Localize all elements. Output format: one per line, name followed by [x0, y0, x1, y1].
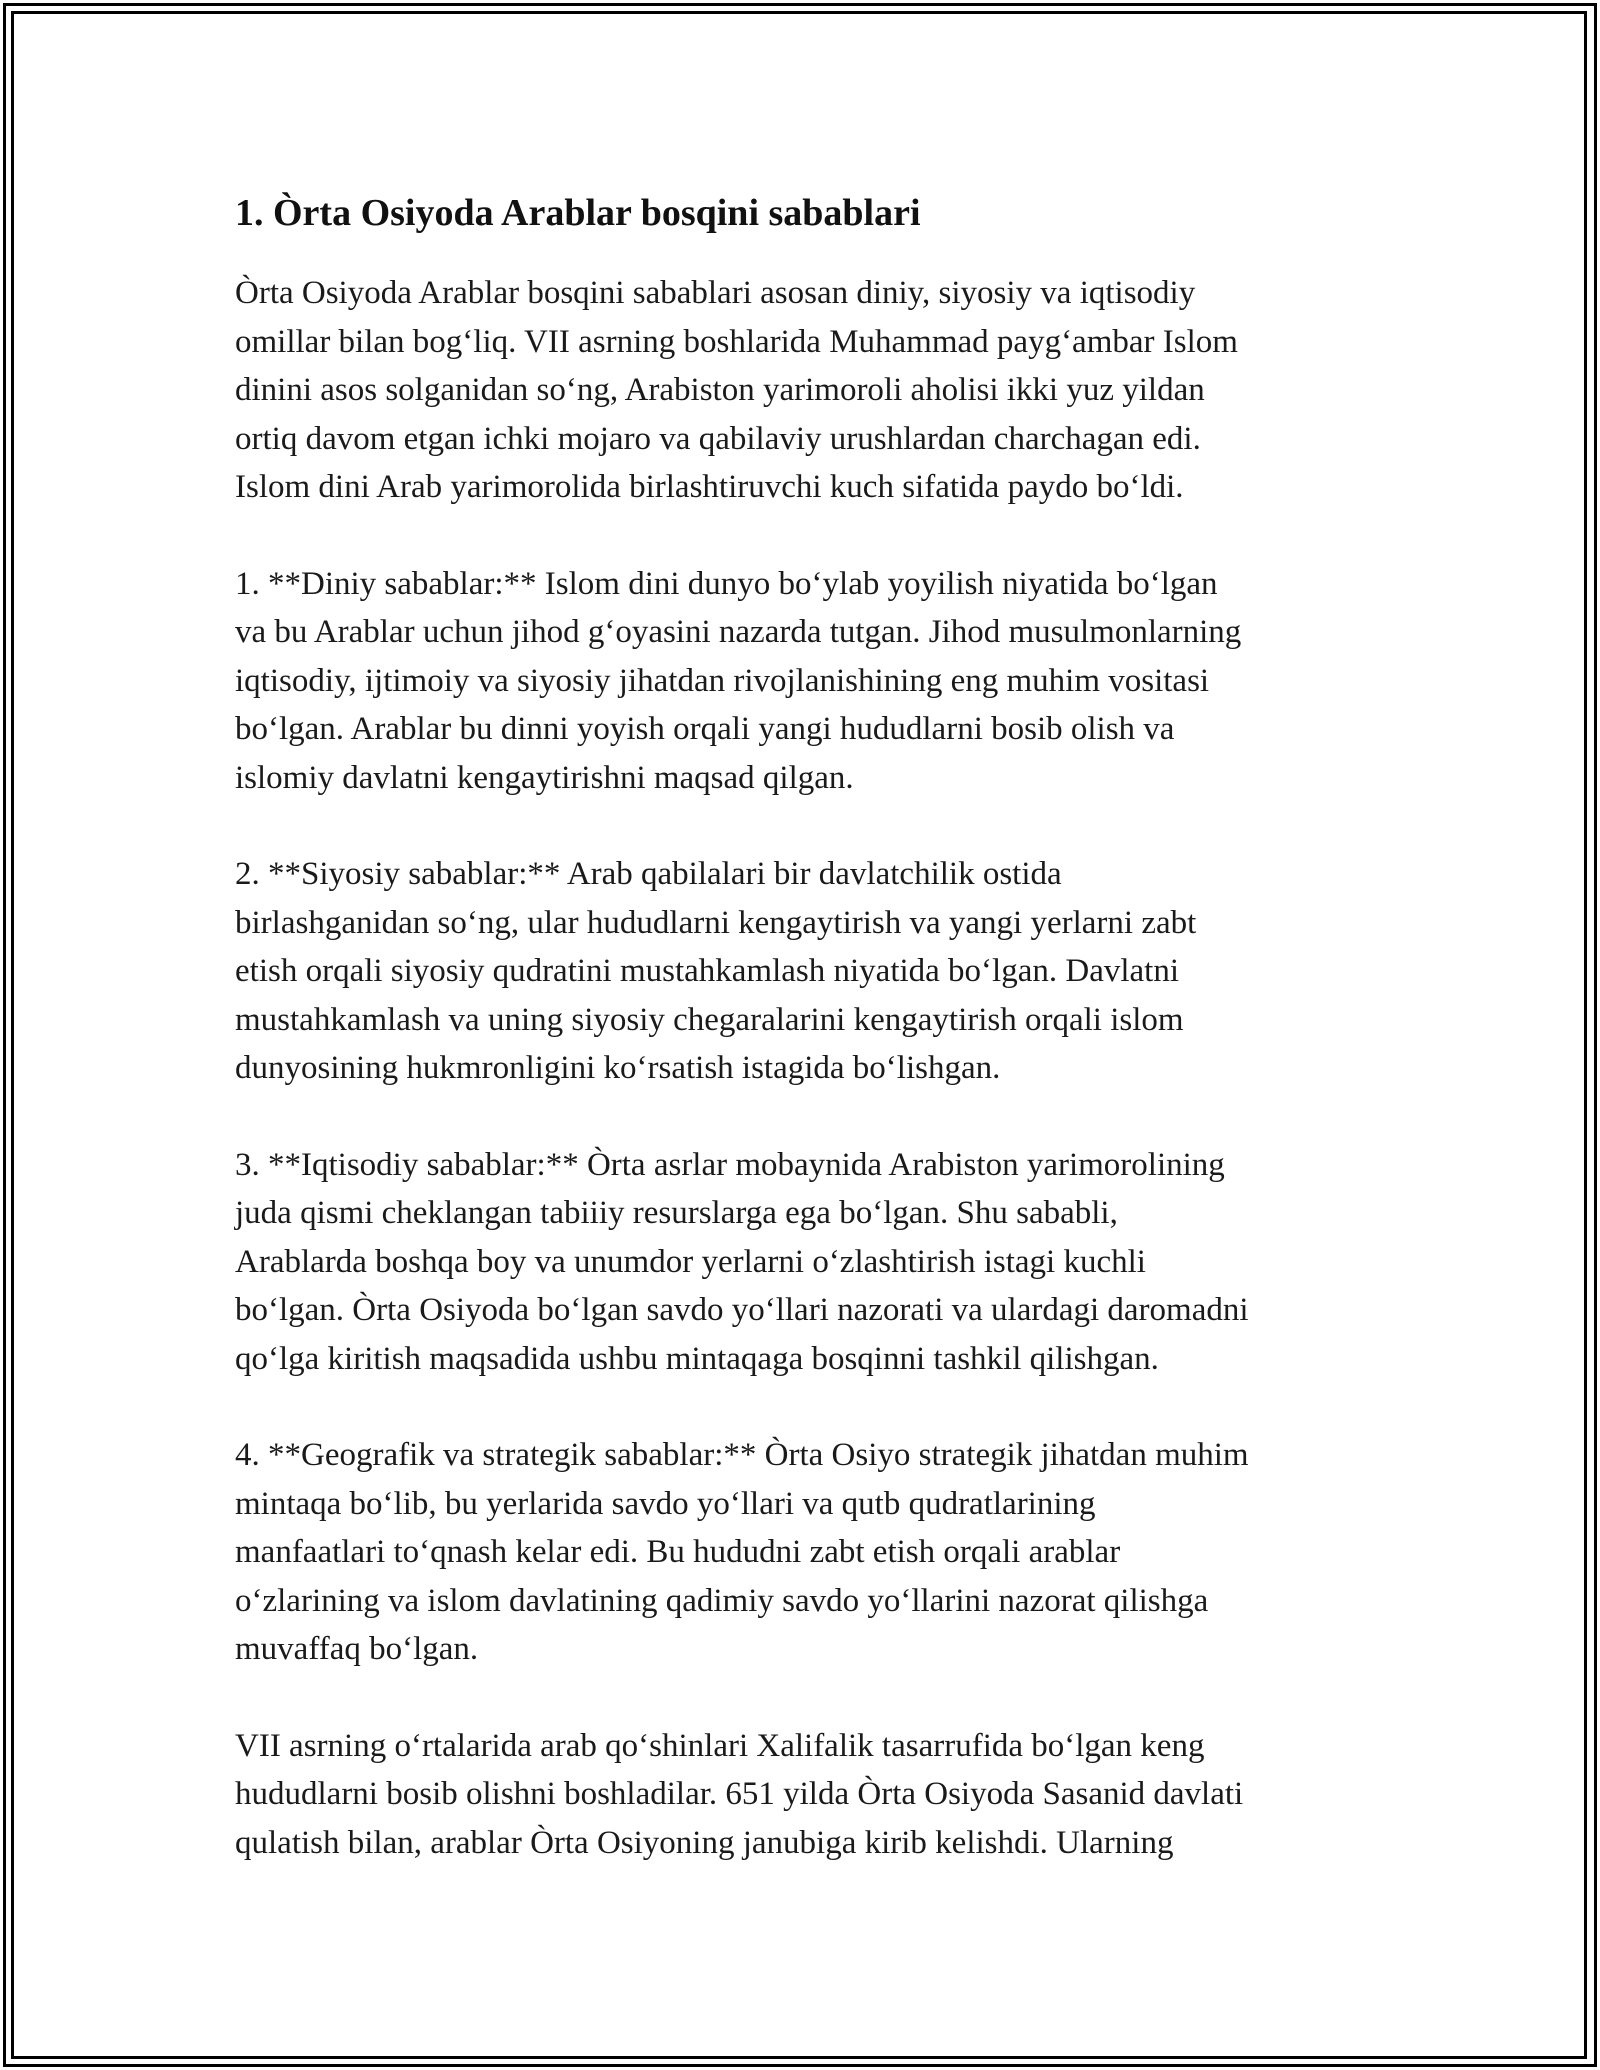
- geographic-reasons-paragraph: 4. **Geografik va strategik sabablar:** Òrta Osiyo strategik jihatdan muhim mintaqa bo‘lib, bu yerlarida savdo yo‘llari va qutb qudratlarining manfaatlari to‘qnash kelar edi. Bu hududni zabt etish orqali arablar o‘zlarining va islom davlatining qadimiy savdo yo‘llarini nazorat qilishga muvaffaq bo‘lgan.: [235, 1437, 1249, 1667]
- intro-paragraph: Òrta Osiyoda Arablar bosqini sabablari asosan diniy, siyosiy va iqtisodiy omillar bilan bog‘liq. VII asrning boshlarida Muhammad payg‘ambar Islom dinini asos solganidan so‘ng, Arabiston yarimoroli aholisi ikki yuz yildan ortiq davom etgan ichki mojaro va qabilaviy urushlardan charchagan edi. Islom dini Arab yarimorolida birlashtiruvchi kuch sifatida paydo bo‘ldi.: [235, 275, 1238, 505]
- conquest-paragraph: VII asrning o‘rtalarida arab qo‘shinlari Xalifalik tasarrufida bo‘lgan keng hududlarni bosib olishni boshladilar. 651 yilda Òrta Osiyoda Sasanid davlati qulatish bilan, arablar Òrta Osiyoning janubiga kirib kelishdi. Ularning: [235, 1727, 1244, 1861]
- section-heading: 1. Òrta Osiyoda Arablar bosqini sabablari: [235, 192, 921, 234]
- document-body: [235, 183, 1385, 1915]
- political-reasons-paragraph: 2. **Siyosiy sabablar:** Arab qabilalari bir davlatchilik ostida birlashganidan so‘ng, ular hududlarni kengaytirish va yangi yerlarni zabt etish orqali siyosiy qudratini mustahkamlash niyatida bo‘lgan. Davlatni mustahkamlash va uning siyosiy chegaralarini kengaytirish orqali islom dunyosining hukmronligini ko‘rsatish istagida bo‘lishgan.: [235, 856, 1197, 1086]
- religious-reasons-paragraph: 1. **Diniy sabablar:** Islom dini dunyo bo‘ylab yoyilish niyatida bo‘lgan va bu Arablar uchun jihod g‘oyasini nazarda tutgan. Jihod musulmonlarning iqtisodiy, ijtimoiy va siyosiy jihatdan rivojlanishining eng muhim vositasi bo‘lgan. Arablar bu dinni yoyish orqali yangi hududlarni bosib olish va islomiy davlatni kengaytirishni maqsad qilgan.: [235, 565, 1242, 796]
- economic-reasons-paragraph: 3. **Iqtisodiy sabablar:** Òrta asrlar mobaynida Arabiston yarimorolining juda qismi cheklangan tabiiiy resurslarga ega bo‘lgan. Shu sababli, Arablarda boshqa boy va unumdor yerlarni o‘zlashtirish istagi kuchli bo‘lgan. Òrta Osiyoda bo‘lgan savdo yo‘llari nazorati va ulardagi daromadni qo‘lga kiritish maqsadida ushbu mintaqaga bosqinni tashkil qilishgan.: [235, 1146, 1249, 1377]
